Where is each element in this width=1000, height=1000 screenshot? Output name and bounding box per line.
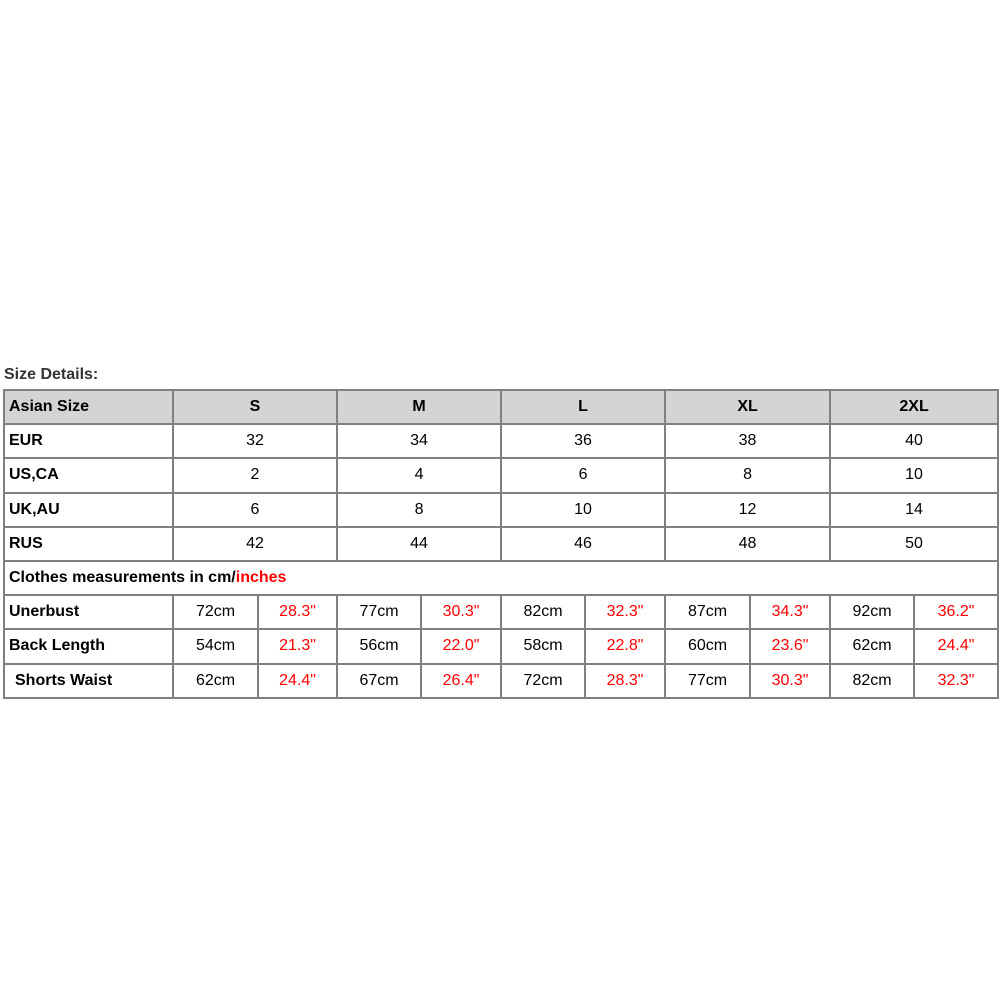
size-value-cell: 10: [501, 493, 665, 527]
inch-value-cell: 24.4": [914, 629, 998, 663]
inch-value-cell: 30.3": [750, 664, 830, 698]
size-header-2xl: 2XL: [830, 390, 998, 424]
header-row: [4, 390, 998, 424]
cm-value-cell: 72cm: [501, 664, 585, 698]
inch-value-cell: 24.4": [258, 664, 337, 698]
size-row-rus: [4, 527, 998, 561]
size-value-cell: 32: [173, 424, 337, 458]
cm-value-cell: 56cm: [337, 629, 421, 663]
size-header-xl: XL: [665, 390, 830, 424]
cm-value-cell: 87cm: [665, 595, 750, 629]
size-value-cell: 8: [337, 493, 501, 527]
size-row-eur: [4, 424, 998, 458]
size-row-us-ca: [4, 458, 998, 492]
measurement-row-shorts-waist: [4, 664, 998, 698]
inch-value-cell: 32.3": [914, 664, 998, 698]
measurements-heading-text: Clothes measurements in cm/: [9, 569, 236, 587]
inch-value-cell: 26.4": [421, 664, 501, 698]
size-value-cell: 2: [173, 458, 337, 492]
size-value-cell: 48: [665, 527, 830, 561]
inch-value-cell: 28.3": [585, 664, 665, 698]
page-title: Size Details:: [4, 366, 99, 383]
cm-value-cell: 54cm: [173, 629, 258, 663]
size-value-cell: 4: [337, 458, 501, 492]
measurements-heading-unit: inches: [235, 569, 287, 587]
size-header-s: S: [173, 390, 337, 424]
inch-value-cell: 21.3": [258, 629, 337, 663]
size-value-cell: 46: [501, 527, 665, 561]
measurements-heading-row: [4, 561, 998, 595]
size-value-cell: 6: [501, 458, 665, 492]
inch-value-cell: 30.3": [421, 595, 501, 629]
inch-value-cell: 36.2": [914, 595, 998, 629]
cm-value-cell: 62cm: [830, 629, 914, 663]
size-value-cell: 50: [830, 527, 998, 561]
header-label: Asian Size: [4, 390, 173, 424]
measurements-heading: [4, 561, 998, 595]
measurement-row-back-length: [4, 629, 998, 663]
cm-value-cell: 72cm: [173, 595, 258, 629]
cm-value-cell: 82cm: [830, 664, 914, 698]
row-label: Unerbust: [4, 595, 173, 629]
cm-value-cell: 77cm: [337, 595, 421, 629]
size-value-cell: 36: [501, 424, 665, 458]
inch-value-cell: 23.6": [750, 629, 830, 663]
inch-value-cell: 22.0": [421, 629, 501, 663]
inch-value-cell: 32.3": [585, 595, 665, 629]
cm-value-cell: 77cm: [665, 664, 750, 698]
size-header-l: L: [501, 390, 665, 424]
inch-value-cell: 28.3": [258, 595, 337, 629]
cm-value-cell: 60cm: [665, 629, 750, 663]
size-value-cell: 38: [665, 424, 830, 458]
cm-value-cell: 62cm: [173, 664, 258, 698]
row-label: RUS: [4, 527, 173, 561]
measurement-row-underbust: [4, 595, 998, 629]
row-label: EUR: [4, 424, 173, 458]
size-header-m: M: [337, 390, 501, 424]
size-value-cell: 12: [665, 493, 830, 527]
size-value-cell: 34: [337, 424, 501, 458]
cm-value-cell: 67cm: [337, 664, 421, 698]
row-label: Shorts Waist: [4, 664, 173, 698]
size-value-cell: 40: [830, 424, 998, 458]
size-value-cell: 44: [337, 527, 501, 561]
size-value-cell: 10: [830, 458, 998, 492]
row-label: Back Length: [4, 629, 173, 663]
row-label: US,CA: [4, 458, 173, 492]
size-value-cell: 14: [830, 493, 998, 527]
size-value-cell: 6: [173, 493, 337, 527]
inch-value-cell: 22.8": [585, 629, 665, 663]
cm-value-cell: 82cm: [501, 595, 585, 629]
cm-value-cell: 92cm: [830, 595, 914, 629]
row-label: UK,AU: [4, 493, 173, 527]
size-row-uk-au: [4, 493, 998, 527]
size-value-cell: 42: [173, 527, 337, 561]
size-table: [3, 389, 999, 699]
cm-value-cell: 58cm: [501, 629, 585, 663]
inch-value-cell: 34.3": [750, 595, 830, 629]
size-value-cell: 8: [665, 458, 830, 492]
